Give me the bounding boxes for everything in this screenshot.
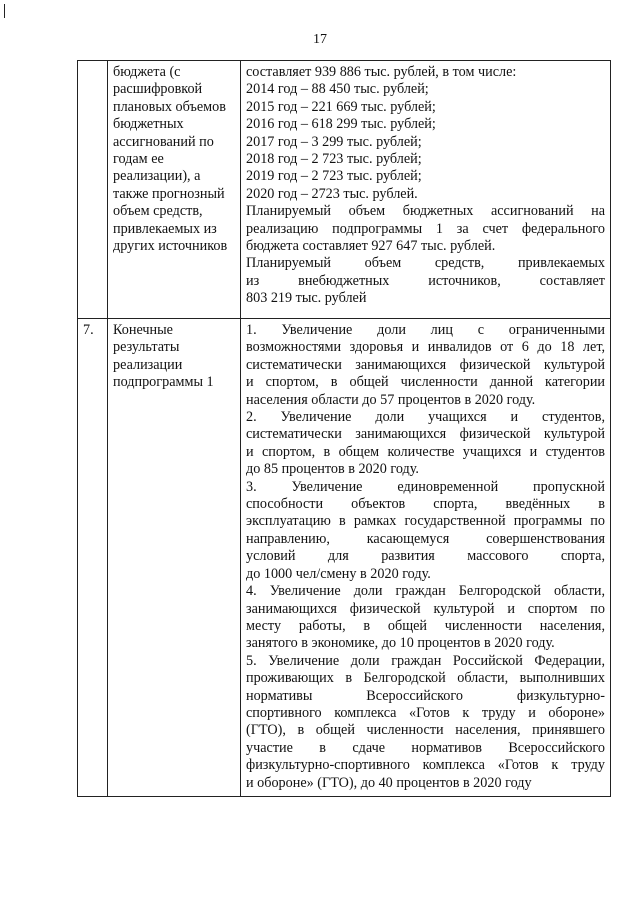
content-line: способности объектов спорта, введённых в: [246, 496, 605, 513]
row-content: [241, 319, 611, 797]
content-line: (ГТО), в общей численности населения, принявшего: [246, 722, 605, 739]
content-paragraph: [246, 653, 605, 792]
title-line: реализации), а: [113, 168, 201, 185]
content-paragraph: [246, 583, 605, 653]
content-line: 2019 год – 2 723 тыс. рублей;: [246, 168, 422, 185]
content-line: и обороне» (ГТО), до 40 процентов в 2020 году: [246, 774, 532, 791]
content-line: 803 219 тыс. рублей: [246, 290, 367, 307]
title-line: ассигнований по: [113, 133, 214, 150]
content-line: 2018 год – 2 723 тыс. рублей;: [246, 151, 422, 168]
content-line: возможностями здоровья и инвалидов от 6 до 18 лет,: [246, 339, 605, 356]
title-line: расшифровкой: [113, 81, 203, 98]
table-row: [78, 61, 611, 319]
content-line: 1. Увеличение доли лиц с ограниченными: [246, 322, 605, 338]
row-title: [108, 61, 241, 319]
content-line: до 85 процентов в 2020 году.: [246, 461, 419, 478]
title-line: бюджета (с: [113, 64, 181, 80]
row-title: [108, 319, 241, 797]
content-line: систематически занимающихся физической культурой: [246, 426, 605, 443]
content-line: нормативы Всероссийского физкультурно-: [246, 687, 605, 704]
title-line: других источников: [113, 238, 228, 255]
content-line: 2017 год – 3 299 тыс. рублей;: [246, 133, 422, 150]
content-paragraph: [246, 322, 605, 409]
title-line: плановых объемов: [113, 98, 226, 115]
row-number: [78, 61, 108, 319]
content-paragraph: [246, 409, 605, 479]
title-line: результаты: [113, 339, 180, 356]
title-line: привлекаемых из: [113, 220, 217, 237]
content-line: участие в сдаче нормативов Всероссийского: [246, 739, 605, 756]
table-row: [78, 319, 611, 797]
content-line: проживающих в Белгородской области, выполнивших: [246, 670, 605, 687]
content-line: составляет 939 886 тыс. рублей, в том числе:: [246, 64, 517, 80]
content-paragraph: [246, 64, 605, 203]
content-line: 2. Увеличение доли учащихся и студентов,: [246, 409, 605, 426]
row-content: [241, 61, 611, 319]
row-number: 7.: [78, 319, 108, 797]
content-line: 2014 год – 88 450 тыс. рублей;: [246, 81, 429, 98]
content-line: спортивного комплекса «Готов к труду и обороне»: [246, 704, 605, 721]
program-table: [77, 60, 611, 797]
content-line: бюджета составляет 927 647 тыс. рублей.: [246, 238, 496, 255]
content-line: условий для развития массового спорта,: [246, 548, 605, 565]
content-line: до 1000 чел/смену в 2020 году.: [246, 565, 431, 582]
content-paragraph: [246, 479, 605, 583]
content-paragraph: [246, 255, 605, 307]
content-line: населения области до 57 процентов в 2020 году.: [246, 391, 536, 408]
content-line: Планируемый объем средств, привлекаемых: [246, 255, 605, 272]
title-line: объем средств,: [113, 203, 203, 220]
page-number: 17: [313, 32, 327, 47]
title-line: годам ее: [113, 151, 164, 168]
title-line: реализации: [113, 356, 183, 373]
content-line: 2016 год – 618 299 тыс. рублей;: [246, 116, 436, 133]
content-line: и спортом, в общем количестве учащихся и студентов: [246, 443, 605, 460]
content-line: 2015 год – 221 669 тыс. рублей;: [246, 98, 436, 115]
content-line: и спортом, в общей численности данной категории: [246, 374, 605, 391]
content-line: реализацию подпрограммы 1 за счет федерального: [246, 220, 605, 237]
content-line: физкультурно-спортивного комплекса «Готов к труду: [246, 757, 605, 774]
title-line: бюджетных: [113, 116, 184, 133]
content-paragraph: [246, 203, 605, 255]
scan-mark: [4, 4, 5, 18]
content-line: эксплуатацию в рамках государственной программы по: [246, 513, 605, 530]
content-line: занимающихся физической культурой и спортом по: [246, 600, 605, 617]
title-line: Конечные: [113, 322, 173, 338]
content-line: Планируемый объем бюджетных ассигнований на: [246, 203, 605, 220]
content-line: 3. Увеличение единовременной пропускной: [246, 478, 605, 495]
title-line: также прогнозный: [113, 185, 225, 202]
content-line: 2020 год – 2723 тыс. рублей.: [246, 185, 418, 202]
title-line: подпрограммы 1: [113, 374, 214, 391]
content-line: из внебюджетных источников, составляет: [246, 272, 605, 289]
content-line: занятого в экономике, до 10 процентов в 2020 году.: [246, 635, 555, 652]
content-line: месту работы, в общей численности населения,: [246, 617, 605, 634]
content-line: 5. Увеличение доли граждан Российской Федерации,: [246, 652, 605, 669]
content-line: 4. Увеличение доли граждан Белгородской области,: [246, 583, 605, 600]
content-line: направлению, касающемуся совершенствования: [246, 530, 605, 547]
content-line: систематически занимающихся физической культурой: [246, 356, 605, 373]
